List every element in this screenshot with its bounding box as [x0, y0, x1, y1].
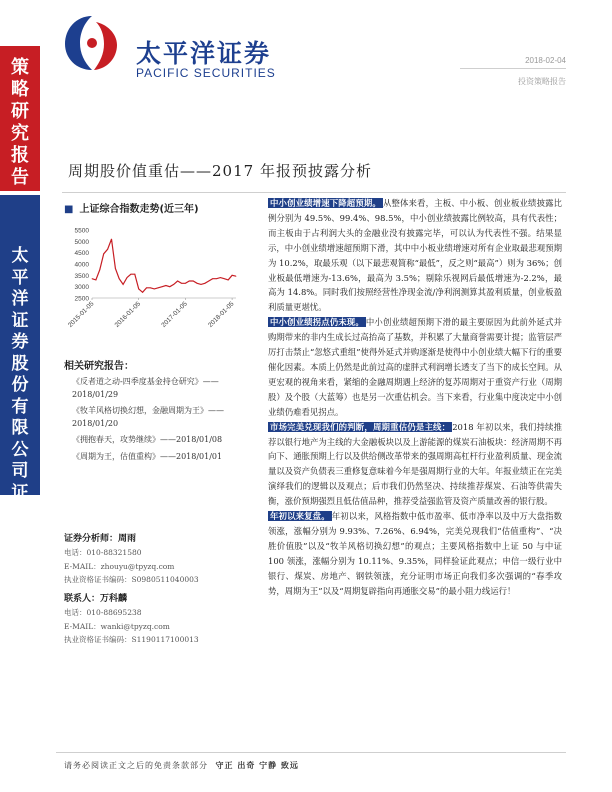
analyst-phone: 电话：010-88321580: [64, 548, 142, 557]
sidebar-glyph: 告: [11, 590, 29, 610]
y-tick-label: 3000: [74, 284, 89, 292]
body-paragraph: [268, 315, 562, 419]
related-reports-title: 相关研究报告：: [64, 361, 134, 372]
paragraph-text: 从整体来看，主板、中小板、创业板业绩披露比例分别为 49.5%、99.4%、98.5%，中小创业绩披露比例较高，具有代表性；而主板由于占利润大头的金融业没有披露完毕，可以认为代表性不强。结果显示，中小创业绩增速超预期下滑，其中中小板业绩增速对所有企业取最悲观预期为 10.2%，取最乐观（以下最悲观简称“最低”，反之则“最高”）则为 36%；创业板最低增速为-13.6%，最高为 3.5%；剔除乐视网后最低增速为-2.2%，最高为 14.8%。同时我们按照经营性净现金流/净利润测算其盈利质量，创业板盈利质量更堪忧。: [268, 198, 563, 313]
data-point: [154, 289, 155, 290]
x-tick-label: 2015-01-05: [66, 300, 96, 329]
x-tick-label: 2016-01-05: [113, 300, 143, 329]
paragraph-heading: 中小创业绩增速下降超预期。: [270, 198, 381, 208]
report-date: 2018-02-04: [525, 56, 566, 65]
sidebar-glyph: 券: [11, 504, 29, 524]
data-point: [134, 274, 135, 275]
sidebar-glyph: 策: [11, 57, 29, 78]
sidebar-glyph: 报: [11, 145, 29, 166]
data-point: [232, 275, 233, 276]
related-report-link[interactable]: 《反者道之动-四季度基金持仓研究》——2018/01/29: [72, 377, 219, 399]
sidebar-glyph: 告: [11, 167, 29, 188]
data-point: [212, 278, 213, 279]
related-report-link[interactable]: 《牧羊风格切换幻想，金融周期为王》——2018/01/20: [72, 406, 224, 428]
data-point: [201, 284, 202, 285]
data-point: [119, 278, 120, 279]
data-point: [158, 287, 159, 288]
data-point: [177, 281, 178, 282]
sidebar-glyph: 平: [11, 267, 29, 288]
analyst-name: 证券分析师：周雨: [64, 534, 137, 544]
data-point: [142, 292, 143, 293]
page-title: 周期股价值重估——2017 年报预披露分析: [68, 162, 372, 180]
y-tick-label: 4500: [74, 250, 89, 258]
sidebar-glyph: 限: [11, 418, 29, 438]
square-bullet-icon: ■: [64, 204, 74, 215]
footer: [64, 760, 299, 771]
chart-heading-text: 上证综合指数走势(近三年): [79, 204, 199, 215]
sidebar-glyph: 司: [11, 461, 29, 481]
disclaimer-text: 请务必阅读正文之后的免责条款部分: [64, 761, 208, 770]
data-point: [220, 277, 221, 278]
data-point: [166, 285, 167, 286]
contact-name: 联系人：万科麟: [64, 594, 128, 604]
sidebar-glyph: 证: [11, 482, 29, 503]
sidebar-glyph: 洋: [11, 289, 29, 309]
paragraph-heading: 中小创业绩拐点仍未现。: [270, 317, 364, 328]
paragraph-text: 年初以来，风格指数中低市盈率、低市净率以及中万大盘指数领涨，涨幅分别为 9.93%、7.26%、6.94%，完美兑现我们“估值重构”、“决胜价值股”以及“牧羊风格切换幻想”的观点；主要风格指数中上证 50 与中证 100 领涨，涨幅分别为 10.11%、9.35%，同样验证此观点；申信一级行业中银行、煤炭、房地产、钢铁领涨，充分证明市场正向我们多次强调的“春季攻势，周期为王”以及“周期复辟指向再通胀交易”的最小阻力线运行！: [268, 511, 563, 596]
related-report-link[interactable]: 《周期为王，估值重构》——2018/01/01: [72, 451, 223, 461]
paragraph-heading: 年初以来复盘。: [270, 511, 330, 522]
body-paragraph: [268, 509, 562, 598]
data-point: [95, 279, 96, 280]
sidebar-glyph: 证: [11, 310, 29, 331]
series-line: [92, 239, 236, 292]
company-motto: 守正 出奇 宁静 致远: [215, 761, 299, 770]
y-tick-label: 4000: [74, 261, 89, 269]
data-point: [150, 287, 151, 288]
data-point: [208, 281, 209, 282]
data-point: [204, 283, 205, 284]
data-point: [99, 269, 100, 270]
sidebar-glyph: 券: [11, 332, 29, 352]
brand-name-cn: 太平洋证券: [136, 39, 272, 68]
contact-email[interactable]: E-MAIL：wanki@tpyzq.com: [64, 621, 170, 631]
sidebar-glyph: 研: [11, 101, 29, 122]
sidebar-glyph: 份: [11, 375, 29, 395]
data-point: [216, 278, 217, 279]
sidebar-glyph: 股: [11, 353, 29, 374]
report-body: [268, 196, 562, 598]
contact-cert: 执业资格证书编码：S1190117100013: [64, 635, 199, 644]
body-paragraph: [268, 420, 562, 509]
data-point: [131, 274, 132, 275]
y-tick-label: 3500: [74, 272, 89, 280]
data-point: [127, 277, 128, 278]
data-point: [138, 289, 139, 290]
contact-phone: 电话：010-88695238: [64, 608, 142, 617]
y-tick-label: 5500: [74, 227, 89, 235]
report-type: 投资策略报告: [518, 77, 566, 86]
data-point: [236, 276, 237, 277]
footer-divider: [56, 752, 566, 753]
paragraph-heading: 市场完美兑现我们的判断，周期重估仍是主线：: [270, 421, 451, 432]
related-report-link[interactable]: 《拥抱春天，攻势继续》——2018/01/08: [72, 435, 223, 444]
data-point: [103, 253, 104, 254]
data-point: [224, 278, 225, 279]
y-tick-label: 5000: [74, 238, 89, 246]
sidebar-glyph: 公: [11, 439, 29, 460]
data-point: [162, 286, 163, 287]
data-point: [185, 283, 186, 284]
sidebar-glyph: 究: [11, 123, 29, 144]
sidebar-glyph: 有: [11, 396, 29, 417]
paragraph-text: 中小创业绩超预期下滑的最主要原因为此前外延式并购期带来的非内生成长过高抬高了基数，并积累了大量商誉需要计提；监管层严厉打击禁止“忽悠式重组”使得外延式并购逐渐是使得中小创业绩大幅下行的重要催化因素。本质上仍然是此前过高的虚胖式利润增长透支了当下的成长空间。从更宏观的视角来看，紧缩的金融周期遇上经济的复苏周期对于重资产行业（周期股）及个股（大蓝筹）也是另一次重估机会。当下来看，行业集中度决定中小创业绩仍难看见拐点。: [268, 317, 562, 417]
data-point: [228, 279, 229, 280]
title-divider: [62, 192, 566, 193]
sidebar-glyph: 究: [11, 547, 29, 567]
analyst-email[interactable]: E-MAIL：zhouyu@tpyzq.com: [64, 561, 175, 571]
data-point: [169, 286, 170, 287]
pacific-securities-logo: [62, 14, 122, 72]
data-point: [107, 249, 108, 250]
x-tick-label: 2017-01-05: [160, 300, 189, 329]
body-paragraph: [268, 196, 562, 315]
data-point: [193, 281, 194, 282]
data-point: [181, 283, 182, 284]
paragraph-text: 2018 年初以来，我们持续推荐以银行地产为主线的大金融板块以及上游能源的煤炭石油板块：经济周期不再向下、通胀预期上行以及供给侧改革带来的强周期高杠杆行业盈利质量、现金流量以及资产负债表三重修复意味着今年是强周期行业的大年。年报业绩正在完美演绎我们的逻辑以及观点；后市我们仍然坚决、持续推荐煤炭、石油等供需失衡，涨价预期强烈且低估值品种，推荐受益强监管及资产质量改善的银行股。: [268, 421, 562, 507]
analyst-cert: 执业资格证书编码：S0980511040003: [64, 575, 199, 584]
chart-heading: [64, 200, 199, 215]
x-tick-label: 2018-01-05: [207, 300, 236, 329]
sidebar-glyph: 研: [11, 525, 29, 546]
sidebar-glyph: 太: [11, 246, 29, 266]
data-point: [189, 281, 190, 282]
data-point: [173, 284, 174, 285]
data-point: [197, 283, 198, 284]
sidebar-glyph: 略: [11, 79, 29, 100]
brand-name-en: PACIFIC SECURITIES: [136, 66, 276, 80]
company-label: [0, 246, 40, 612]
data-point: [92, 278, 93, 279]
data-point: [111, 239, 112, 240]
header-divider: [460, 68, 566, 69]
y-tick-label: 2500: [74, 295, 89, 303]
category-label: [0, 57, 40, 189]
data-point: [146, 287, 147, 288]
contact-block: [64, 592, 254, 647]
data-point: [123, 284, 124, 285]
analyst-block: [64, 532, 254, 587]
data-point: [115, 268, 116, 269]
related-reports-list: [72, 376, 250, 467]
sidebar-glyph: 报: [11, 568, 29, 589]
index-line-chart: [62, 222, 242, 350]
